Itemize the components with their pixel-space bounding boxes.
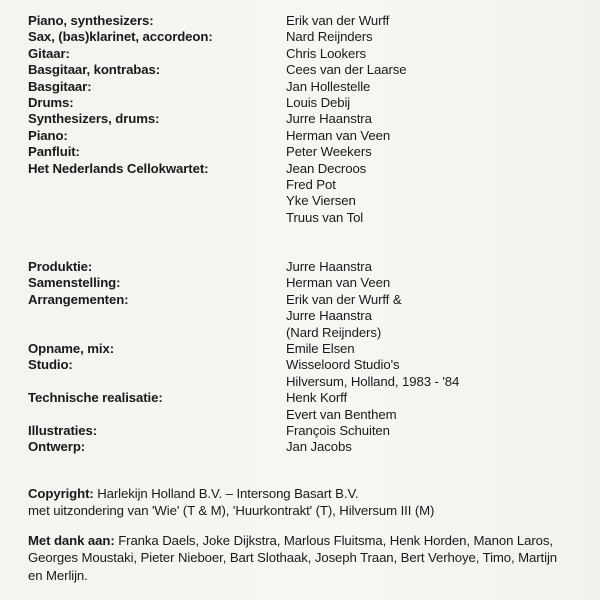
credit-role: Illustraties: [28,422,98,438]
credit-role: Basgitaar: [28,78,92,94]
credit-row [28,259,548,275]
credit-role: Panfluit: [28,144,80,160]
credit-name: Herman van Veen [286,275,391,291]
thanks-label: Met dank aan: [28,533,115,548]
credit-role: Synthesizers, drums: [28,111,160,127]
credit-name: Jean Decroos [286,160,367,176]
credit-row [28,177,548,193]
credit-name: Erik van der Wurff & [286,291,402,307]
credit-row [28,46,548,62]
credit-name: Henk Korff [286,390,348,406]
credit-row [28,374,548,390]
credit-row [28,193,548,209]
credit-role: Studio: [28,357,73,373]
credit-role: Drums: [28,94,74,110]
credit-row [28,144,548,160]
credit-name: Emile Elsen [286,340,355,356]
credit-role: Opname, mix: [28,340,115,356]
credit-row [28,390,548,406]
production-credits [28,259,548,456]
copyright-exceptions: met uitzondering van 'Wie' (T & M), 'Huurkontrakt' (T), Hilversum III (M) [28,503,435,519]
credit-role: Gitaar: [28,45,70,61]
credit-name: Nard Reijnders [286,29,373,45]
credit-row [28,357,548,373]
thanks-names: Franka Daels, Joke Dijkstra, Marlous Fluitsma, Henk Horden, Manon Laros, Georges Moustaki, Pieter Nieboer, Bart Slothaak, Joseph Traan, Bert Verhoye, Timo, Martijn en Merlijn. [28,533,558,583]
credit-row [28,407,548,423]
credit-row [28,210,548,226]
credit-row [28,161,548,177]
credit-row [28,308,548,324]
credit-row [28,79,548,95]
credit-row [28,341,548,357]
credit-row [28,128,548,144]
credit-row [28,29,548,45]
credit-name: Cees van der Laarse [286,62,407,78]
musician-credits [28,13,548,226]
credit-name: Jan Hollestelle [286,78,371,94]
credit-role: Ontwerp: [28,439,86,455]
credit-role: Arrangementen: [28,291,129,307]
credit-name: (Nard Reijnders) [286,324,382,340]
copyright-holders: Harlekijn Holland B.V. – Intersong Basart B.V. [93,486,359,501]
credit-name: Jurre Haanstra [286,259,372,274]
copyright-notice [28,485,568,520]
credit-row [28,439,548,455]
credit-name: Evert van Benthem [286,406,397,422]
credit-row [28,62,548,78]
credit-name: Louis Debij [286,94,351,110]
credit-row [28,423,548,439]
credit-name: Chris Lookers [286,45,367,61]
credit-name: Fred Pot [286,176,336,192]
credit-row [28,275,548,291]
credit-name: Yke Viersen [286,193,356,209]
credit-role: Produktie: [28,259,93,274]
credit-name: Jan Jacobs [286,439,352,455]
credit-row [28,292,548,308]
credit-role: Piano: [28,127,68,143]
credit-row [28,325,548,341]
credit-row [28,95,548,111]
credit-name: Herman van Veen [286,127,391,143]
credit-name: Wisseloord Studio's [286,357,400,373]
credit-row [28,13,548,29]
credit-name: Erik van der Wurff [286,13,390,28]
credit-name: Truus van Tol [286,209,364,225]
credit-role: Technische realisatie: [28,390,163,406]
credit-name: Hilversum, Holland, 1983 - '84 [286,373,460,389]
credit-role: Het Nederlands Cellokwartet: [28,160,209,176]
credit-role: Samenstelling: [28,275,121,291]
credit-row [28,111,548,127]
credit-name: François Schuiten [286,422,390,438]
copyright-line [28,485,568,502]
credit-role: Basgitaar, kontrabas: [28,62,161,78]
credit-role: Sax, (bas)klarinet, accordeon: [28,29,213,45]
copyright-label: Copyright: [28,486,94,501]
credit-name: Peter Weekers [286,144,372,160]
acknowledgements [28,532,568,584]
credit-role: Piano, synthesizers: [28,13,154,28]
credit-name: Jurre Haanstra [286,111,372,127]
credit-name: Jurre Haanstra [286,308,372,324]
